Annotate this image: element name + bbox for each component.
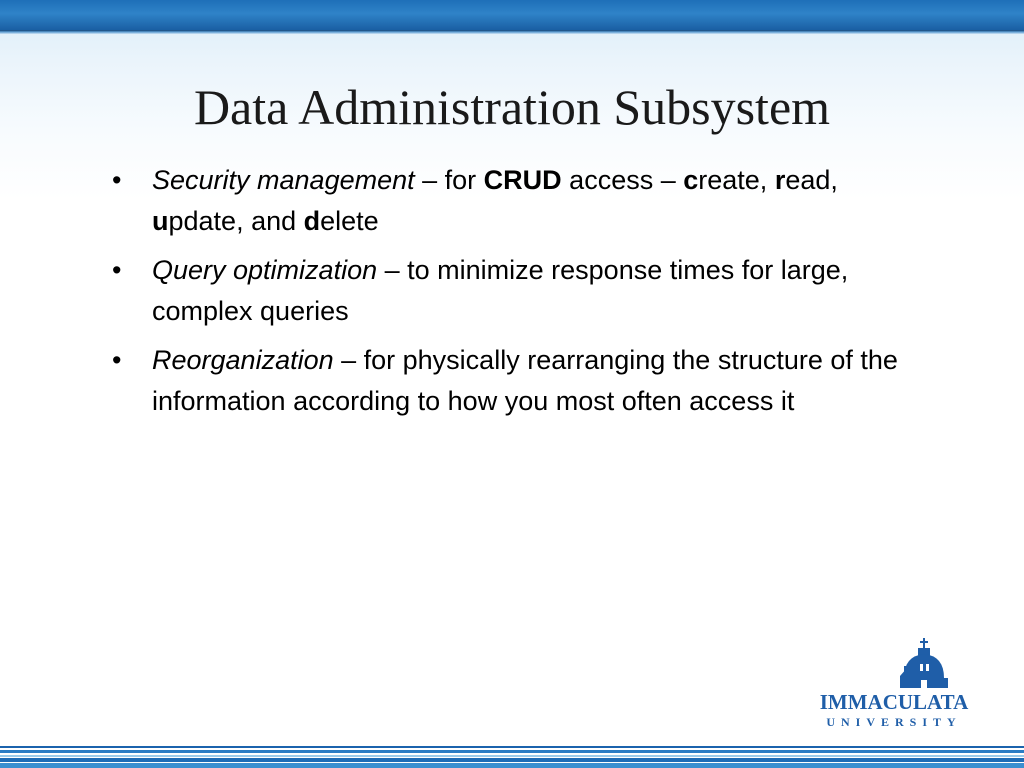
bullet-bold: CRUD (483, 165, 562, 195)
footer-stripe (0, 755, 1024, 757)
header-band (0, 0, 1024, 30)
bullet-term: Query optimization (152, 255, 378, 285)
footer-stripes (0, 746, 1024, 768)
bullet-text: – to minimize response times for large, complex queries (152, 255, 849, 326)
logo-name: IMMACULATA (819, 690, 969, 714)
slide-title: Data Administration Subsystem (193, 79, 831, 135)
bullet-text: – for physically rearranging the structure of the information according to how you most often access it (152, 345, 898, 416)
footer-stripe (0, 750, 1024, 753)
bullet-bold: u (152, 206, 169, 236)
bullet-text: ead, (785, 165, 838, 195)
bullet-text: pdate, and (168, 206, 304, 236)
bullet-list (112, 160, 902, 430)
bullet-bold: c (683, 165, 699, 195)
bullet-text: access – (561, 165, 684, 195)
bullet-dot: • (112, 255, 122, 285)
bullet-text: elete (320, 206, 379, 236)
dome-building-icon (808, 636, 980, 692)
bullet-dot: • (112, 345, 122, 375)
footer-stripe (0, 746, 1024, 748)
header-band-shadow (0, 30, 1024, 34)
bullet-text: reate, (698, 165, 775, 195)
bullet-item-reorganization (112, 340, 902, 422)
bullet-term: Reorganization (152, 345, 334, 375)
bullet-term: Security management (152, 165, 415, 195)
university-logo (808, 636, 980, 736)
bullet-text: – for (414, 165, 484, 195)
bullet-bold: r (774, 165, 786, 195)
bullet-item-security (112, 160, 902, 242)
logo-subtitle: UNIVERSITY (826, 715, 962, 729)
footer-stripe (0, 758, 1024, 762)
bullet-dot: • (112, 165, 122, 195)
footer-stripe (0, 763, 1024, 768)
bullet-bold: d (303, 206, 321, 236)
bullet-item-query (112, 250, 902, 332)
